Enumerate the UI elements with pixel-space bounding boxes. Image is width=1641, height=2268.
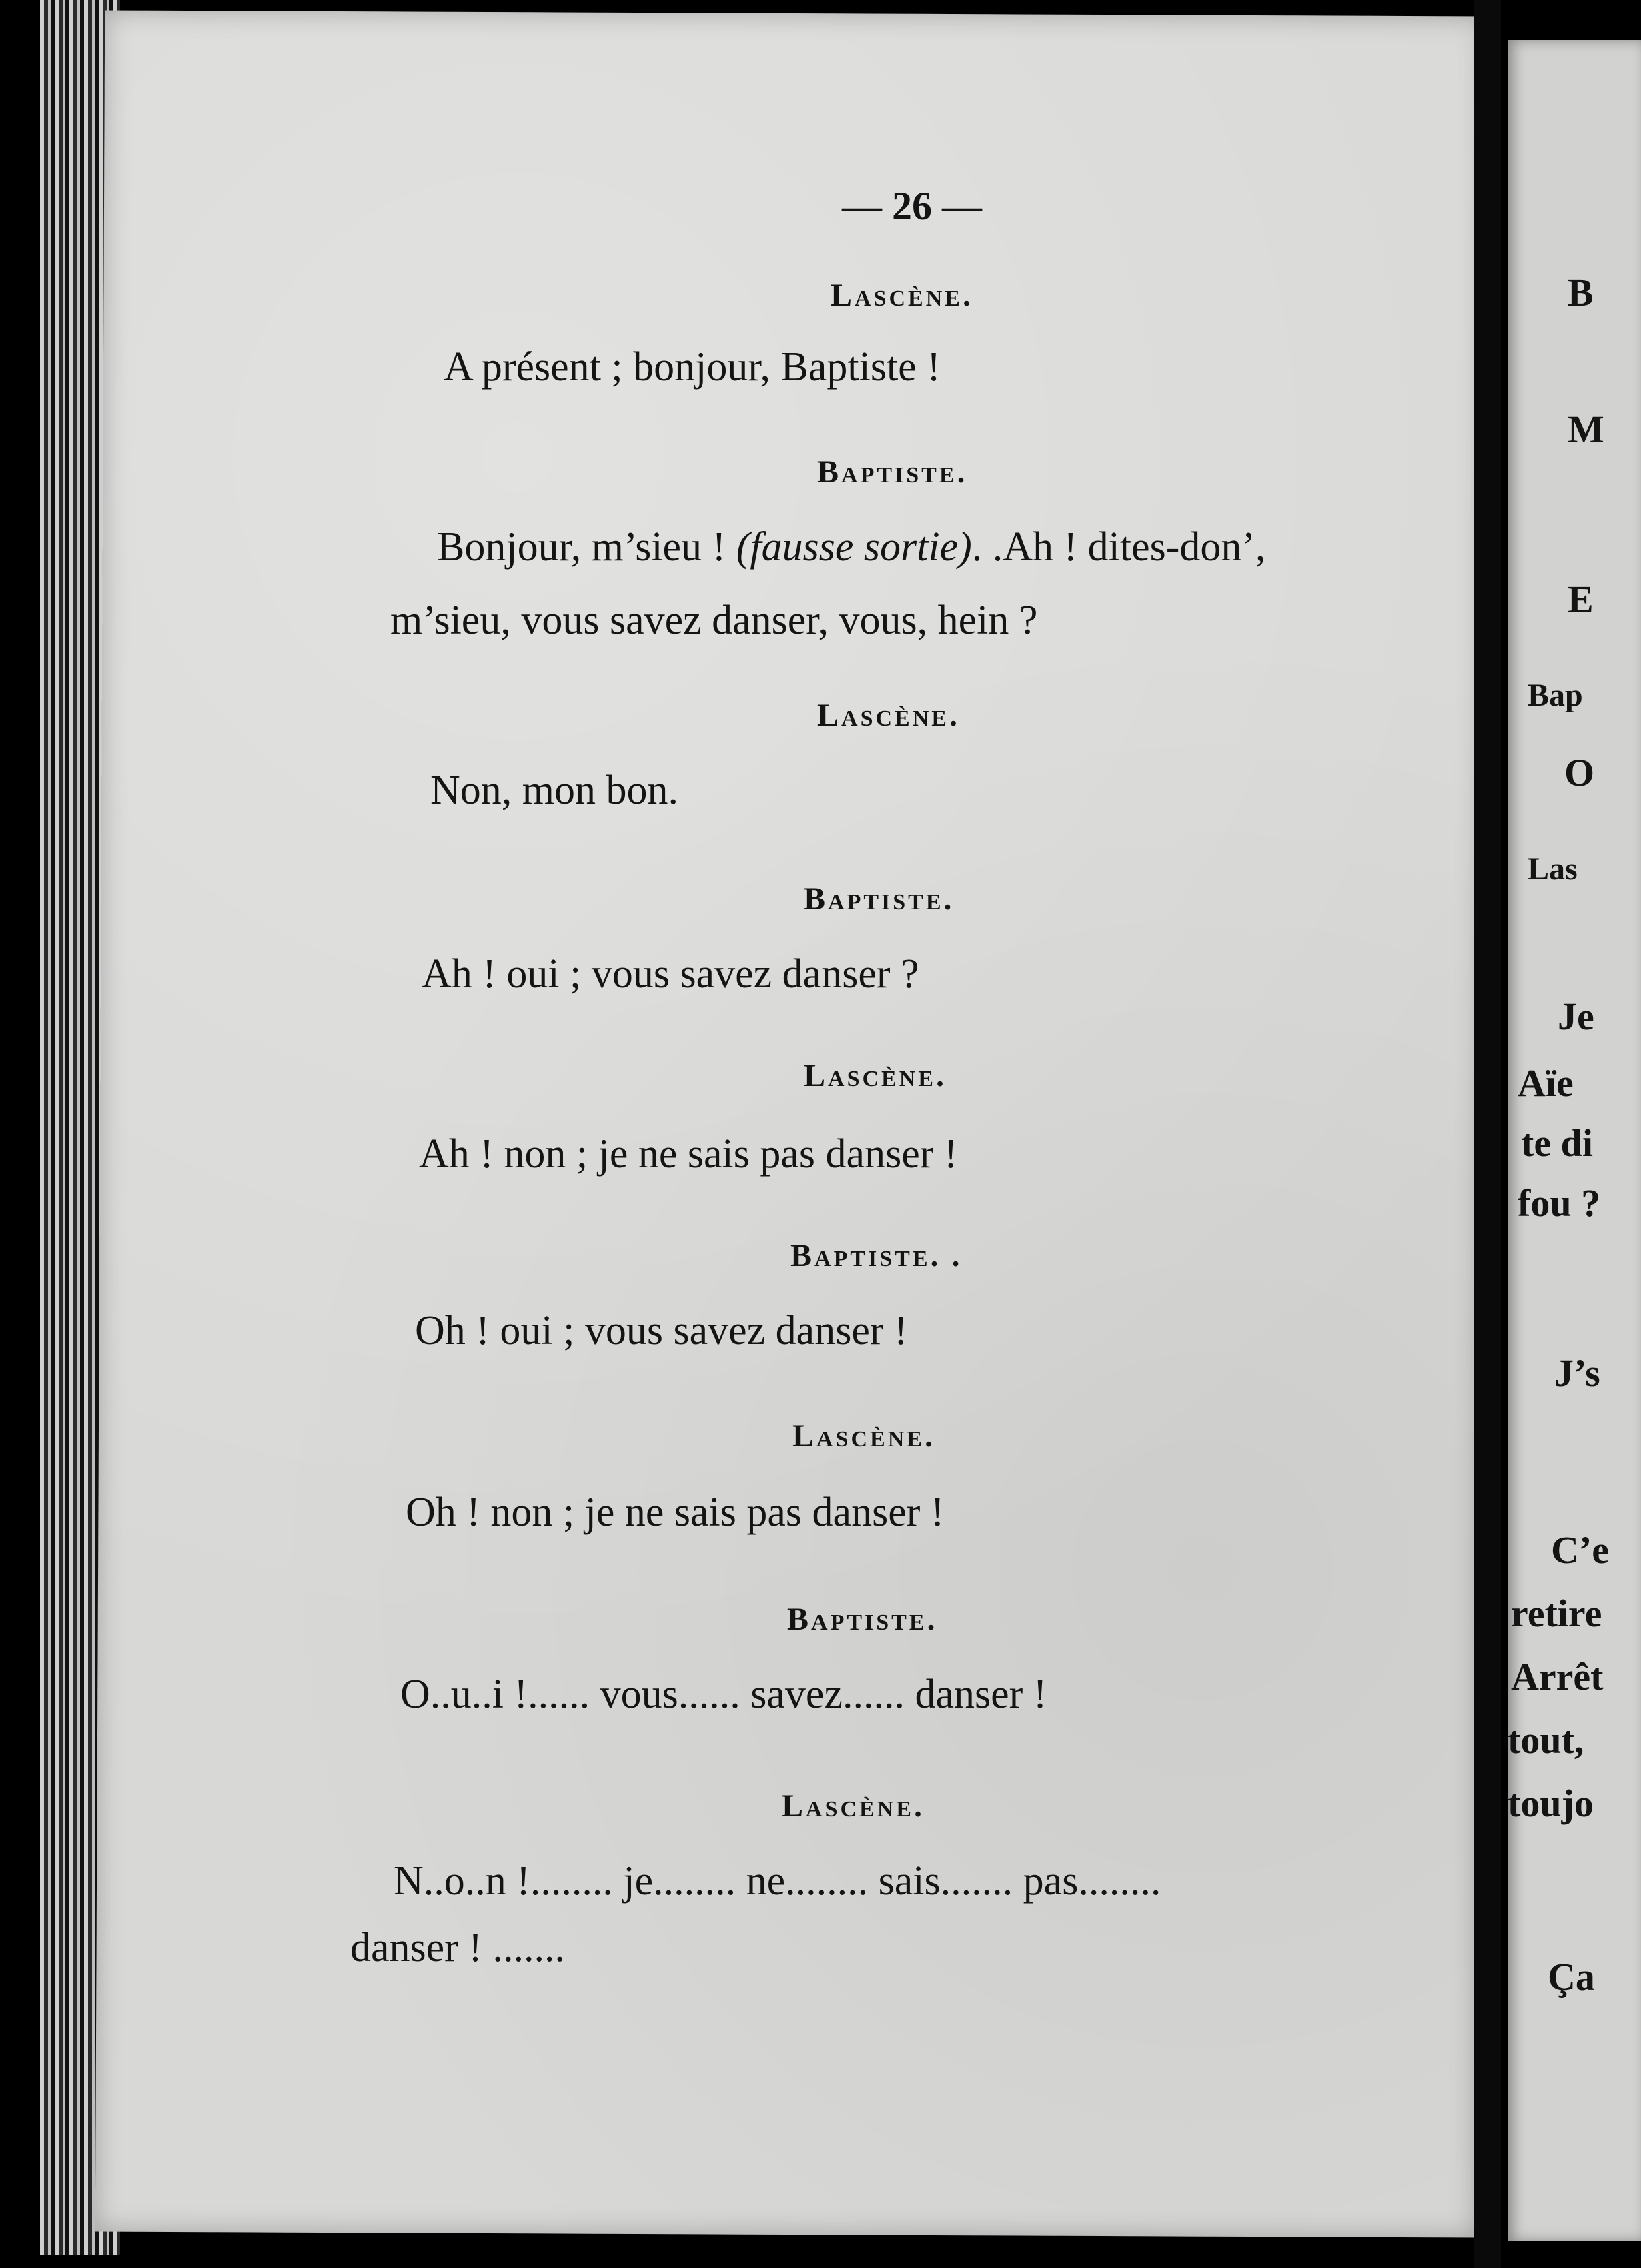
dialogue-line: Oh ! oui ; vous savez danser ! [415,1308,908,1353]
speaker-name: Lascène. [792,1418,935,1454]
speaker-name: Baptiste. [804,881,955,917]
page-gutter [1474,0,1501,2268]
next-page-text: O [1564,751,1595,794]
next-page-text: Arrêt [1511,1655,1604,1698]
speaker-name: Lascène. [804,1058,947,1093]
dialogue-line: Ah ! non ; je ne sais pas danser ! [419,1131,958,1177]
dialogue-line: Ah ! oui ; vous savez danser ? [422,951,919,997]
next-page-text: B [1568,271,1594,314]
stage-direction: (fausse sortie) [736,524,972,570]
page-number: — 26 — [842,184,982,228]
dialogue-line: O..u..i !...... vous...... savez...... danser ! [400,1672,1047,1717]
next-page-text: Aïe [1518,1061,1574,1105]
dialogue-line-part: Bonjour, m’sieu ! [437,524,736,570]
next-page-text: J’s [1554,1351,1600,1395]
next-page-text: Ça [1548,1955,1595,1999]
next-page-text: tout, [1508,1718,1584,1762]
dialogue-line: m’sieu, vous savez danser, vous, hein ? [390,598,1038,643]
dialogue-line: danser ! ....... [350,1925,565,1970]
dialogue-line [437,524,1266,571]
dialogue-line: A présent ; bonjour, Baptiste ! [444,344,941,390]
next-page-text: retire [1511,1592,1602,1635]
next-page-text: Las [1528,851,1578,887]
dialogue-line: N..o..n !........ je........ ne........ sais....... pas........ [394,1858,1161,1904]
next-page-text: te di [1521,1121,1593,1165]
next-page-text: M [1568,408,1604,451]
speaker-name: Lascène. [831,277,973,313]
next-page-text: fou ? [1518,1181,1601,1225]
speaker-name: Baptiste. [817,454,968,490]
speaker-name: Baptiste. . [790,1238,963,1273]
next-page-text: C’e [1551,1528,1609,1572]
next-page-text: Je [1558,995,1594,1038]
speaker-name: Baptiste. [787,1602,938,1637]
next-page-text: Bap [1528,678,1583,713]
dialogue-line-part: . .Ah ! dites-don’, [971,524,1266,570]
dialogue-line: Non, mon bon. [430,768,678,813]
speaker-name: Lascène. [782,1788,925,1824]
speaker-name: Lascène. [817,698,960,733]
dialogue-line: Oh ! non ; je ne sais pas danser ! [406,1490,945,1535]
next-page-text: toujo [1508,1782,1594,1825]
next-page-text: E [1568,578,1594,621]
